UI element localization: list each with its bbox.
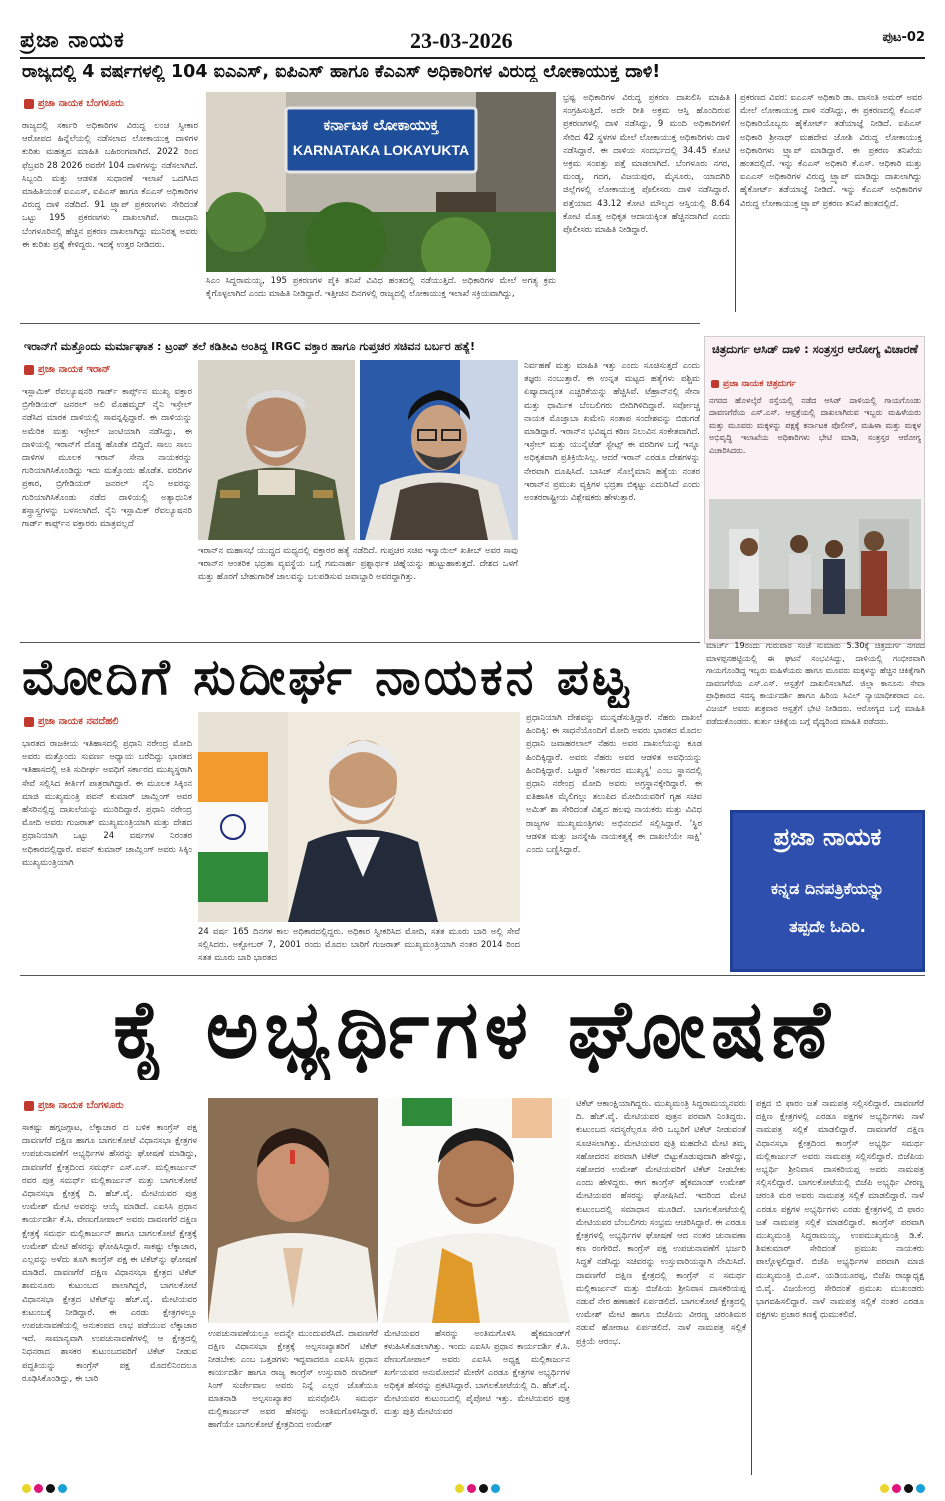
- intelligence-minister-photo: [360, 360, 518, 540]
- story2-headline: ಇರಾನ್‌ಗೆ ಮತ್ತೊಂದು ಮರ್ಮಾಘಾತ : ಟ್ರಂಪ್ ತಲೆ ಕಡಿತೀವಿ ಅಂತಿದ್ದ IRGC ವಕ್ತಾರ ಹಾಗೂ ಗುಪ್ತಚರ ಸಚಿವನ ಬರ್ಬರ ಹತ್ಯೆ!: [24, 340, 475, 353]
- story1-col1: ರಾಜ್ಯದಲ್ಲಿ ಸರ್ಕಾರಿ ಅಧಿಕಾರಿಗಳ ವಿರುದ್ಧ ಲಂಚ ಸ್ವೀಕಾರ ಆರೋಪದ ಹಿನ್ನೆಲೆಯಲ್ಲಿ ನಡೆಸಲಾದ ಲೋಕಾಯುಕ್ತ ದಾಳಿಗಳ ಕುರಿತು ಮಹತ್ವದ ಮಾಹಿತಿ ಬಹಿರಂಗವಾಗಿದೆ. 2022 ರಿಂದ ಫೆಬ್ರವರಿ 28 2026 ರವರೆಗೆ 104 ದಾಳಿಗಳನ್ನು ನಡೆಸಲಾಗಿದೆ. ಸಿಬ್ಬಂದಿ ಮತ್ತು ಆಡಳಿತ ಸುಧಾರಣೆ ಇಲಾಖೆ ಒದಗಿಸಿದ ಮಾಹಿತಿಯಂತೆ ಐಎಎಸ್, ಐಪಿಎಸ್ ಹಾಗೂ ಕೆಎಎಸ್ ಅಧಿಕಾರಿಗಳ ವಿರುದ್ಧ ದಾಳಿ ನಡೆದಿದೆ. 91 ಟ್ರ್ಯಾಪ್ ಪ್ರಕರಣಗಳು ಸೇರಿದಂತೆ ಒಟ್ಟು 195 ಪ್ರಕರಣಗಳು ದಾಖಲಾಗಿವೆ. ರಾಜಧಾನಿ ಬೆಂಗಳೂರಿನಲ್ಲಿ ಹೆಚ್ಚಿನ ಪ್ರಕರಣ ದಾಖಲಾಗಿದ್ದು ಮುನಿರತ್ನ ಅವರು ಈ ಕುರಿತು ಪ್ರಶ್ನೆ ಕೇಳಿದ್ದರು. ಇದಕ್ಕೆ ಉತ್ತರ ನೀಡಿದರು.: [22, 121, 198, 250]
- praja-nayaka-ad: [730, 810, 925, 972]
- modi-portrait-illustration: [198, 712, 520, 922]
- sidebar-chitradurga: [704, 336, 925, 644]
- sidebar1-text: ನಗರದ ಹೊಳಲ್ಕೆರೆ ರಸ್ತೆಯಲ್ಲಿ ನಡೆದ ಆಸಿಡ್ ದಾಳಿಯಲ್ಲಿ ಗಾಯಗೊಂಡು ದಾವಣಗೆರೆಯ ಎಸ್.ಎಸ್. ಆಸ್ಪತ್ರೆಯಲ್ಲಿ ದಾಖಲಾಗಿರುವ ಇಬ್ಬರು ಮಹಿಳೆಯರು ಮತ್ತು ಮೂವರು ಮಕ್ಕಳನ್ನು ಪಕ್ಷಕ್ಕೆ ಕರ್ನಾಟಕ ಪೊಲೀಸ್, ಮಹಿಳಾ ಮತ್ತು ಮಕ್ಕಳ ಅಭಿವೃದ್ಧಿ ಇಲಾಖೆಯ ಅಧಿಕಾರಿಗಳು ಭೇಟಿ ಮಾಡಿ, ಸಂತ್ರಸ್ತರ ಆರೋಗ್ಯ ವಿಚಾರಿಸಿದರು.: [709, 396, 921, 455]
- story1-photo-caption: ಸಿಎಂ ಸಿದ್ದರಾಮಯ್ಯ, 195 ಪ್ರಕರಣಗಳ ಪೈಕಿ ತನಿಖೆ ವಿವಿಧ ಹಂತದಲ್ಲಿ ನಡೆಯುತ್ತಿದೆ. ಅಧಿಕಾರಿಗಳ ಮೇಲೆ ಅಗತ್ಯ ಕ್ರಮ ಕೈಗೊಳ್ಳಲಾಗಿದೆ ಎಂದು ಮಾಹಿತಿ ನೀಡಿದ್ದಾರೆ. ಇತ್ತೀಚಿನ ದಿನಗಳಲ್ಲಿ ರಾಜ್ಯದಲ್ಲಿ ಲೋಕಾಯುಕ್ತ ಇಲಾಖೆ ಸಕ್ರಿಯವಾಗಿದ್ದು,: [206, 276, 556, 299]
- cleric-portrait-illustration: [360, 360, 518, 540]
- story4-col4: ಟಿಕೆಟ್ ಆಕಾಂಕ್ಷಿಯಾಗಿದ್ದರು. ಮುಖ್ಯಮಂತ್ರಿ ಸಿದ್ದರಾಮಯ್ಯನವರು ದಿ. ಹೆಚ್.ವೈ. ಮೇಟಿಯವರ ಪುತ್ರನ ಪರವಾಗಿ ನಿಂತಿದ್ದರು. ಕುಟುಂಬದ ಸದಸ್ಯರೆಲ್ಲರೂ ಸೇರಿ ಒಬ್ಬರಿಗೆ ಟಿಕೆಟ್ ನೀಡುವಂತೆ ಸೂಚಿಸಲಾಗಿತ್ತು. ಮೇಟಿಯವರ ಪುತ್ರಿ ಮಹದೇವಿ ಮೇಟಿ ತಮ್ಮ ಸಹೋದರನ ಪರವಾಗಿ ಟಿಕೆಟ್ ಬಿಟ್ಟುಕೊಡುವುದಾಗಿ ಹೇಳಿದ್ದು, ಸಹೋದರ ಉಮೇಶ್ ಮೇಟಿಯವರಿಗೆ ಟಿಕೆಟ್ ನೀಡಬೇಕು ಎಂದು ಹೇಳಿದ್ದರು. ಈಗ ಕಾಂಗ್ರೆಸ್ ಹೈಕಮಾಂಡ್ ಉಮೇಶ್ ಮೇಟಿಯವರ ಹೆಸರನ್ನು ಘೋಷಿಸಿದೆ. ಇದರಿಂದ ಮೇಟಿ ಕುಟುಂಬದಲ್ಲಿ ಸಮಾಧಾನ ಮೂಡಿದೆ. ಬಾಗಲಕೋಟೆಯಲ್ಲಿ ಮೇಟಿಯವರ ಬೆಂಬಲಿಗರು ಸಂಭ್ರಮ ಆಚರಿಸಿದ್ದಾರೆ. ಈ ಎರಡೂ ಕ್ಷೇತ್ರಗಳಲ್ಲಿ ಅಭ್ಯರ್ಥಿಗಳ ಘೋಷಣೆ ಆದ ನಂತರ ಚುನಾವಣಾ ಕಣ ರಂಗೇರಿದೆ. ಕಾಂಗ್ರೆಸ್ ಪಕ್ಷ ಉಪಚುನಾವಣೆಗೆ ಭರ್ಜರಿ ಸಿದ್ಧತೆ ನಡೆಸಿದ್ದು ಸಚಿವರನ್ನು ಉಸ್ತುವಾರಿಯನ್ನಾಗಿ ನೇಮಿಸಿದೆ. ದಾವಣಗೆರೆ ದಕ್ಷಿಣ ಕ್ಷೇತ್ರದಲ್ಲಿ ಕಾಂಗ್ರೆಸ್ ನ ಸಮರ್ಥ ಮಲ್ಲಿಕಾರ್ಜುನ್ ಮತ್ತು ಬಿಜೆಪಿಯ ಶ್ರೀನಿವಾಸ ದಾಸಕರಿಯಪ್ಪ ನಡುವೆ ನೇರ ಹಣಾಹಣಿ ಏರ್ಪಡಲಿದೆ. ಬಾಗಲಕೋಟೆ ಕ್ಷೇತ್ರದಲ್ಲಿ ಉಮೇಶ್ ಮೇಟಿ ಹಾಗೂ ಬಿಜೆಪಿಯ ವೀರಣ್ಣ ಚರಂತಿಮಠ ನಡುವೆ ಹೋರಾಟ ಏರ್ಪಡಲಿದೆ. ನಾಳೆ ನಾಮಪತ್ರ ಸಲ್ಲಿಕೆ ಪ್ರಕ್ರಿಯೆ ಆರಂಭ.: [576, 1099, 746, 1347]
- story2-byline-text: ಪ್ರಜಾ ನಾಯಕ ಇರಾನ್: [38, 364, 111, 375]
- story1-col-divider: [735, 94, 736, 312]
- sidebar1-headline: ಚಿತ್ರದುರ್ಗ ಆಸಿಡ್ ದಾಳಿ : ಸಂತ್ರಸ್ತರ ಆರೋಗ್ಯ ವಿಚಾರಣೆ: [711, 342, 919, 356]
- story4-caption-left: ಉಪಚುನಾವಣೆಯಲ್ಲೂ ಅದನ್ನೇ ಮುಂದುವರೆಸಿದೆ. ದಾವಣಗೆರೆ ದಕ್ಷಿಣ ವಿಧಾನಸಭಾ ಕ್ಷೇತ್ರಕ್ಕೆ ಅಲ್ಪಸಂಖ್ಯಾತರಿಗೆ ಟಿಕೆಟ್ ನೀಡಬೇಕು ಎಂಬ ಒತ್ತಡಗಳು ಇದ್ದವಾದರೂ ಎಐಸಿಸಿ ಪ್ರಧಾನ ಕಾರ್ಯದರ್ಶಿ ಹಾಗೂ ರಾಜ್ಯ ಕಾಂಗ್ರೆಸ್ ಉಸ್ತುವಾರಿ ರಣದೀಪ್ ಸಿಂಗ್ ಸುರ್ಜೇವಾಲ ಅವರು ನಿನ್ನೆ ಎಲ್ಲರ ಜೊತೆಯೂ ಮಾತನಾಡಿ ಅಲ್ಪಸಂಖ್ಯಾತರ ಮನವೊಲಿಸಿ ಸಮರ್ಥ ಮಲ್ಲಿಕಾರ್ಜುನ್ ಅವರ ಹೆಸರನ್ನು ಅಂತಿಮಗೊಳಿಸಿದ್ದಾರೆ. ಹಾಗೆಯೇ ಬಾಗಲಕೋಟೆ ಕ್ಷೇತ್ರದಿಂದ ಉಮೇಶ್: [208, 1329, 378, 1430]
- story3-col1: ಭಾರತದ ರಾಜಕೀಯ ಇತಿಹಾಸದಲ್ಲಿ ಪ್ರಧಾನಿ ನರೇಂದ್ರ ಮೋದಿ ಅವರು ಮತ್ತೊಂದು ಸುವರ್ಣ ಅಧ್ಯಾಯ ಬರೆದಿದ್ದು ಭಾರತದ ಇತಿಹಾಸದಲ್ಲಿ ಅತಿ ಸುದೀರ್ಘ ಅವಧಿಗೆ ಸರ್ಕಾರದ ಮುಖ್ಯಸ್ಥರಾಗಿ ಸೇವೆ ಸಲ್ಲಿಸಿದ ಕೀರ್ತಿಗೆ ಪಾತ್ರರಾಗಿದ್ದಾರೆ. ಈ ಮೂಲಕ ಸಿಕ್ಕಿಂನ ಮಾಜಿ ಮುಖ್ಯಮಂತ್ರಿ ಪವನ್ ಕುಮಾರ್ ಚಾಮ್ಲಿಂಗ್ ಅವರ ಹೆಸರಿನಲ್ಲಿದ್ದ ದಾಖಲೆಯನ್ನು ಮುರಿದಿದ್ದಾರೆ. ಪ್ರಧಾನಿ ನರೇಂದ್ರ ಮೋದಿ ಅವರು ಗುಜರಾತ್ ಮುಖ್ಯಮಂತ್ರಿಯಾಗಿ ಮತ್ತು ದೇಶದ ಪ್ರಧಾನಿಯಾಗಿ ಒಟ್ಟು 24 ವರ್ಷಗಳ ನಿರಂತರ ಅಧಿಕಾರದಲ್ಲಿದ್ದಾರೆ. ಪವನ್ ಕುಮಾರ್ ಚಾಮ್ಲಿಂಗ್ ಅವರು ಸಿಕ್ಕಿಂ ಮುಖ್ಯಮಂತ್ರಿಯಾಗಿ: [22, 739, 192, 868]
- ad-line2: ತಪ್ಪದೇ ಓದಿರಿ.: [789, 917, 866, 936]
- story4-col1: ಸಾಕಷ್ಟು ಹಗ್ಗಜಗ್ಗಾಟ, ಲೆಕ್ಕಾಚಾರ ದ ಬಳಿಕ ಕಾಂಗ್ರೆಸ್ ಪಕ್ಷ ದಾವಣಗೆರೆ ದಕ್ಷಿಣ ಹಾಗೂ ಬಾಗಲಕೋಟೆ ವಿಧಾನಸಭಾ ಕ್ಷೇತ್ರಗಳ ಉಪಚುನಾವಣೆಗೆ ಅಭ್ಯರ್ಥಿಗಳ ಹೆಸರನ್ನು ಘೋಷಣೆ ಮಾಡಿದ್ದು, ದಾವಣಗೆರೆ ಕ್ಷೇತ್ರದಿಂದ ಸಮರ್ಥ್ ಎಸ್.ಎಸ್. ಮಲ್ಲಿಕಾರ್ಜುನ್ ರವರ ಪುತ್ರ ಸಮರ್ಥ್ ಮಲ್ಲಿಕಾರ್ಜುನ್ ಮತ್ತು ಬಾಗಲಕೋಟೆ ವಿಧಾನಸಭಾ ಕ್ಷೇತ್ರಕ್ಕೆ ದಿ. ಹೆಚ್.ವೈ. ಮೇಟಿಯವರ ಪುತ್ರ ಉಮೇಶ್ ಮೇಟಿ ಅವರನ್ನು ಆಯ್ಕೆ ಮಾಡಿದೆ. ಎಐಸಿಸಿ ಪ್ರಧಾನ ಕಾರ್ಯದರ್ಶಿ ಕೆ.ಸಿ. ವೇಣುಗೋಪಾಲ್ ಅವರು ದಾವಣಗೆರೆ ದಕ್ಷಿಣ ಕ್ಷೇತ್ರಕ್ಕೆ ಸಮರ್ಥ ಮಲ್ಲಿಕಾರ್ಜುನ್ ಹಾಗೂ ಬಾಗಲಕೋಟೆ ಕ್ಷೇತ್ರಕ್ಕೆ ಉಮೇಶ್ ಮೇಟಿ ಹೆಸರನ್ನು ಘೋಷಿಸಿದ್ದಾರೆ. ಸಾಕಷ್ಟು ಲೆಕ್ಕಾಚಾರ, ಎಲ್ಲವನ್ನು ಅಳೆದು ತೂಗಿ ಕಾಂಗ್ರೆಸ್ ಪಕ್ಷ ಈ ಟಿಕೆಟ್‌ನ್ನು ಘೋಷಣೆ ಮಾಡಿದೆ. ದಾವಣಗೆರೆ ದಕ್ಷಿಣ ವಿಧಾನಸಭಾ ಕ್ಷೇತ್ರದ ಟಿಕೆಟ್ ಶಾಮನೂರು ಕುಟುಂಬದ ಪಾಲಾಗಿದ್ದರೆ, ಬಾಗಲಕೋಟೆ ವಿಧಾನಸಭಾ ಕ್ಷೇತ್ರದ ಟಿಕೆಟ್‌ನ್ನು ಹೆಚ್.ವೈ. ಮೇಟಿಯವರ ಕುಟುಂಬಕ್ಕೆ ನೀಡಿದ್ದಾರೆ. ಈ ಎರಡು ಕ್ಷೇತ್ರಗಳಲ್ಲೂ ಉಪಚುನಾವಣೆಯಲ್ಲಿ ಅನುಕಂಪದ ಲಾಭ ಪಡೆಯುವ ಲೆಕ್ಕಾಚಾರ ಇದೆ. ಸಾಮಾನ್ಯವಾಗಿ ಉಪಚುನಾವಣೆಗಳಲ್ಲಿ ಆ ಕ್ಷೇತ್ರದಲ್ಲಿ ನಿಧನರಾದ ಶಾಸಕರ ಕುಟುಂಬದವರಿಗೆ ಟಿಕೆಟ್ ನೀಡುವ ಪದ್ಧತಿಯನ್ನು ಕಾಂಗ್ರೆಸ್ ಪಕ್ಷ ಮೊದಲಿನಿಂದಲೂ ರೂಢಿಸಿಕೊಂಡಿದ್ದು, ಈ ಬಾರಿ: [22, 1123, 197, 1384]
- story1-col4: ಪ್ರಕರಣದ ವಿವರ: ಐಎಎಸ್ ಅಧಿಕಾರಿ ಡಾ. ವಾಸಂತಿ ಅಮರ್ ಅವರ ಮೇಲೆ ಲೋಕಾಯುಕ್ತ ದಾಳಿ ನಡೆಸಿದ್ದು, ಈ ಪ್ರಕರಣದಲ್ಲಿ ಕೆಎಎಸ್ ಅಧಿಕಾರಿಯೊಬ್ಬರು ಹೈಕೋರ್ಟ್ ತಡೆಯಾಜ್ಞೆ ನೀಡಿದೆ. ಐಪಿಎಸ್ ಅಧಿಕಾರಿ ಶ್ರೀನಾಥ್ ಮಹದೇವ ಜೋಶಿ ವಿರುದ್ಧ ಲೋಕಾಯುಕ್ತ ಅಧಿಕಾರಿಗಳು ಟ್ರ್ಯಾಪ್ ಮಾಡಿದ್ದಾರೆ. ಈ ಪ್ರಕರಣ ತನಿಖೆಯ ಹಂತದಲ್ಲಿದೆ. ಇನ್ನು ಕೆಎಎಸ್ ಅಧಿಕಾರಿ ಕೆ.ಎಸ್. ಆಧಿಕಾರಿ ಮತ್ತು ಐಎಎಸ್ ಅಧಿಕಾರಿಗಳ ವಿರುದ್ಧ ಟ್ರ್ಯಾಪ್ ಮಾಡಿದ್ದು ದಾಖಲಾಗಿದ್ದು ಹೈಕೋರ್ಟ್ ತಡೆಯಾಜ್ಞೆ ನೀಡಿದೆ. ಇನ್ನು ಕೆಎಎಸ್ ಅಧಿಕಾರಿಗಳ ವಿರುದ್ಧ ಲೋಕಾಯುಕ್ತ ಟ್ರ್ಯಾಪ್ ಪ್ರಕರಣ ತನಿಖೆ ಹಂತದಲ್ಲಿದೆ.: [740, 93, 922, 209]
- story4-byline-text: ಪ್ರಜಾ ನಾಯಕ ಬೆಂಗಳೂರು: [38, 1100, 124, 1111]
- story1-col3: ಭ್ರಷ್ಟ ಅಧಿಕಾರಿಗಳ ವಿರುದ್ಧ ಪ್ರಕರಣ ದಾಖಲಿಸಿ ಮಾಹಿತಿ ಸಂಗ್ರಹಿಸುತ್ತಿದೆ. ಅದೇ ರೀತಿ ಅಕ್ರಮ ಆಸ್ತಿ ಹೊಂದಿರುವ ಪ್ರಕರಣಗಳಲ್ಲಿ ದಾಳಿ ನಡೆಸಿದ್ದು, 9 ಮಂದಿ ಅಧಿಕಾರಿಗಳಿಗೆ ಸೇರಿದ 42 ಸ್ಥಳಗಳ ಮೇಲೆ ಲೋಕಾಯುಕ್ತ ಅಧಿಕಾರಿಗಳು ದಾಳಿ ನಡೆಸಿದ್ದಾರೆ. ಈ ದಾಳಿಯ ಸಂದರ್ಭದಲ್ಲಿ 34.45 ಕೋಟಿ ಅಕ್ರಮ ಸಂಪತ್ತು ಪತ್ತೆ ಮಾಡಲಾಗಿದೆ. ಬೆಂಗಳೂರು ನಗರ, ಮಂಡ್ಯ, ಗದಗ, ವಿಜಯಪುರ, ಮೈಸೂರು, ಯಾದಗಿರಿ ಜಿಲ್ಲೆಗಳಲ್ಲಿ ಲೋಕಾಯುಕ್ತ ಪೊಲೀಸರು ದಾಳಿ ನಡೆಸಿದ್ದಾರೆ. ಪತ್ತೆಯಾದ 43.12 ಕೋಟಿ ಮೌಲ್ಯದ ಆಸ್ತಿಯಲ್ಲಿ 8.64 ಕೋಟಿ ಮೊತ್ತ ಅಧಿಕೃತ ಆದಾಯಕ್ಕಿಂತ ಹೆಚ್ಚಿನದಾಗಿದೆ ಎಂದು ಪೊಲೀಸರು ಮಾಹಿತಿ ನೀಡಿದ್ದಾರೆ.: [563, 93, 730, 236]
- story1-byline: [24, 98, 124, 109]
- byline-marker-icon: [24, 99, 34, 109]
- story2-photo-caption: ಇರಾನ್‌ನ ಮಹಾಸಭೆ ಯುದ್ಧದ ಮಧ್ಯದಲ್ಲಿ ವಕ್ತಾರರ ಹತ್ಯೆ ನಡೆದಿದೆ. ಗುಪ್ತಚರ ಸಚಿವ ಇಸ್ಮಾಯಿಲ್ ಖತೀಬ್ ಅವರ ಸಾವು ಇರಾನ್‌ನ ಆಂತರಿಕ ಭದ್ರತಾ ವ್ಯವಸ್ಥೆಯ ಬಗ್ಗೆ ಗಮನಾರ್ಹ ಪ್ರಶ್ನಾರ್ಥಕ ಚಿಹ್ನೆಯನ್ನು ಹುಟ್ಟುಹಾಕುತ್ತದೆ. ದೇಶದ ಒಳಗೆ ಮತ್ತು ಹೊರಗೆ ಬೇಹುಗಾರಿಕೆ ಜಾಲವನ್ನು ಬಲಪಡಿಸುವ ಜವಾಬ್ದಾರಿ ಅವರದ್ದಾಗಿತ್ತು.: [198, 546, 518, 582]
- ad-paper-name: ಪ್ರಜಾ ನಾಯಕ: [773, 823, 882, 851]
- masthead-rule: [20, 57, 925, 59]
- sign-kannada: ಕರ್ನಾಟಕ ಲೋಕಾಯುಕ್ತ: [323, 116, 439, 134]
- story4-col-divider: [751, 1100, 752, 1475]
- story3-byline-text: ಪ್ರಜಾ ನಾಯಕ ನವದೆಹಲಿ: [38, 716, 119, 727]
- story2-rule: [20, 642, 700, 643]
- sidebar1-byline: [711, 379, 796, 389]
- modi-photo: [198, 712, 520, 922]
- registration-marks-right: [880, 1484, 925, 1493]
- paper-name: ಪ್ರಜಾ ನಾಯಕ: [20, 28, 125, 53]
- story4-col5: ಪಕ್ಷದ ಬಿ ಫಾರಂ ಜತೆ ನಾಮಪತ್ರ ಸಲ್ಲಿಸಲಿದ್ದಾರೆ. ದಾವಣಗೆರೆ ದಕ್ಷಿಣ ಕ್ಷೇತ್ರಗಳಲ್ಲಿ ಎರಡೂ ಪಕ್ಷಗಳ ಅಭ್ಯರ್ಥಿಗಳು ನಾಳೆ ನಾಮಪತ್ರ ಸಲ್ಲಿಕೆ ಮಾಡಲಿದ್ದಾರೆ. ದಾವಣಗೆರೆ ದಕ್ಷಿಣ ವಿಧಾನಸಭಾ ಕ್ಷೇತ್ರದಿಂದ ಕಾಂಗ್ರೆಸ್ ಅಭ್ಯರ್ಥಿ ಸಮರ್ಥ ಮಲ್ಲಿಕಾರ್ಜುನ್ ಅವರು ನಾಮಪತ್ರ ಸಲ್ಲಿಸಲಿದ್ದಾರೆ. ಬಿಜೆಪಿಯ ಅಭ್ಯರ್ಥಿ ಶ್ರೀನಿವಾಸ ದಾಸಕರಿಯಪ್ಪ ಅವರು ನಾಮಪತ್ರ ಸಲ್ಲಿಸಲಿದ್ದಾರೆ. ಬಾಗಲಕೋಟೆಯಲ್ಲಿ ಬಿಜೆಪಿ ಅಭ್ಯರ್ಥಿ ವೀರಣ್ಣ ಚರಂತಿ ಮಠ ಅವರು ನಾಮಪತ್ರ ಸಲ್ಲಿಕೆ ಮಾಡಲಿದ್ದಾರೆ. ನಾಳೆ ಎರಡೂ ಪಕ್ಷಗಳ ಅಭ್ಯರ್ಥಿಗಳು ಎರಡು ಕ್ಷೇತ್ರಗಳಲ್ಲಿ ಬಿ ಫಾರಂ ಜತೆ ನಾಮಪತ್ರ ಸಲ್ಲಿಕೆ ಮಾಡಲಿದ್ದಾರೆ. ಕಾಂಗ್ರೆಸ್ ಪರವಾಗಿ ಮುಖ್ಯಮಂತ್ರಿ ಸಿದ್ದರಾಮಯ್ಯ, ಉಪಮುಖ್ಯಮಂತ್ರಿ ಡಿ.ಕೆ. ಶಿವಕುಮಾರ್ ಸೇರಿದಂತೆ ಪ್ರಮುಖ ನಾಯಕರು ಪಾಲ್ಗೊಳ್ಳಲಿದ್ದಾರೆ. ಬಿಜೆಪಿ ಅಭ್ಯರ್ಥಿಗಳ ಪರವಾಗಿ ಮಾಜಿ ಮುಖ್ಯಮಂತ್ರಿ ಬಿ.ಎಸ್. ಯಡಿಯೂರಪ್ಪ, ಬಿಜೆಪಿ ರಾಜ್ಯಾಧ್ಯಕ್ಷ ಬಿ.ವೈ. ವಿಜಯೇಂದ್ರ ಸೇರಿದಂತೆ ಪ್ರಮುಖ ಮುಖಂಡರು ಭಾಗವಹಿಸಲಿದ್ದಾರೆ. ನಾಳೆ ನಾಮಪತ್ರ ಸಲ್ಲಿಕೆ ನಂತರ ಎರಡೂ ಪಕ್ಷಗಳು ಪ್ರಚಾರ ಕಣಕ್ಕೆ ಧುಮುಕಲಿವೆ.: [756, 1099, 924, 1321]
- irgc-spokesperson-photo: [198, 360, 355, 540]
- lokayukta-photo: [206, 92, 556, 272]
- issue-date: 23-03-2026: [410, 28, 513, 53]
- registration-marks-center: [455, 1484, 500, 1493]
- story2-col3: ನಿರ್ವಹಣೆ ಮತ್ತು ಮಾಹಿತಿ ಇತ್ತು ಎಂದು ಸೂಚಿಸುತ್ತದೆ ಎಂದು ತಜ್ಞರು ನಂಬುತ್ತಾರೆ. ಈ ಉನ್ನತ ಮಟ್ಟದ ಹತ್ಯೆಗಳು ಪಶ್ಚಿಮ ಏಷ್ಯಾದಾದ್ಯಂತ ಎಚ್ಚರಿಕೆಯನ್ನು ಹೆಚ್ಚಿಸಿವೆ. ಟೆಹ್ರಾನ್‌ನಲ್ಲಿ ಸೇನಾ ಮತ್ತು ಧಾರ್ಮಿಕ ಬೆಂಬಲಿಗರು ಬೀದಿಗಿಳಿದಿದ್ದಾರೆ. ಸರ್ವೋಚ್ಚ ನಾಯಕ ಮೊಜ್ತಾಬಾ ಖಮೇನಿ ಸಂತಾಪ ಸಂದೇಶವನ್ನು ಬಿಡುಗಡೆ ಮಾಡಿದ್ದಾರೆ. ಇರಾನ್‌ನ ಭವಿಷ್ಯದ ಕಠಿಣ ನಿಲುವಿನ ಸಂಕೇತವಾಗಿದೆ. ಇಸ್ರೇಲ್ ಮತ್ತು ಯುನೈಟೆಡ್ ಸ್ಟೇಟ್ಸ್ ಈ ವರದಿಗಳ ಬಗ್ಗೆ ಇನ್ನೂ ಅಧಿಕೃತವಾಗಿ ಪ್ರತಿಕ್ರಿಯಿಸಿಲ್ಲ. ಆದರೆ ಇರಾನ್ ಎರಡೂ ದೇಶಗಳನ್ನು ನೇರವಾಗಿ ದೂಷಿಸಿದೆ. ಬಾಸಿಜ್ ಸೊಲೈಮಾನಿ ಹತ್ಯೆಯ ನಂತರ ಇರಾನ್‌ನ ಪ್ರಮುಖ ವ್ಯಕ್ತಿಗಳ ಭದ್ರತಾ ಬಿಕ್ಕಟ್ಟು ಎದುರಿಸಿದೆ ಎಂದು ಅಂತರರಾಷ್ಟ್ರೀಯ ವಿಶ್ಲೇಷಕರು ಹೇಳುತ್ತಾರೆ.: [524, 361, 700, 504]
- sidebar1-text-continued: ಮಾರ್ಚ್ 19ರಂದು ಗುರುವಾರ ಸಂಜೆ ಸುಮಾರು 5.30ಕ್ಕೆ ಚಿತ್ರದುರ್ಗ ನಗರದ ಮಾಳಪ್ಪನಹಟ್ಟಿಯಲ್ಲಿ ಈ ಘಟನೆ ಸಂಭವಿಸಿದ್ದು, ದಾಳಿಯಲ್ಲಿ ಗಂಭೀರವಾಗಿ ಗಾಯಗೊಂಡಿದ್ದ ಇಬ್ಬರು ಮಹಿಳೆಯರು ಹಾಗೂ ಮೂವರು ಮಕ್ಕಳನ್ನು ಹೆಚ್ಚಿನ ಚಿಕಿತ್ಸೆಗಾಗಿ ದಾವಣಗೆರೆಯ ಎಸ್.ಎಸ್. ಆಸ್ಪತ್ರೆಗೆ ದಾಖಲಿಸಲಾಗಿದೆ. ಜಿಲ್ಲಾ ಕಾನೂನು ಸೇವಾ ಪ್ರಾಧಿಕಾರದ ಸದಸ್ಯ ಕಾರ್ಯದರ್ಶಿ ಹಾಗೂ ಹಿರಿಯ ಸಿವಿಲ್ ನ್ಯಾಯಾಧೀಶರಾದ ಎಂ. ವಿಜಯ್ ಅವರು ಶುಕ್ರವಾರ ಆಸ್ಪತ್ರೆಗೆ ಭೇಟಿ ನೀಡಿದರು. ಆರೋಗ್ಯದ ಬಗ್ಗೆ ಮಾಹಿತಿ ಪಡೆದುಕೊಂಡರು. ತುರ್ತು ಚಿಕಿತ್ಸೆಯ ಬಗ್ಗೆ ವೈದ್ಯರಿಂದ ಮಾಹಿತಿ ಪಡೆದರು.: [706, 641, 925, 726]
- sign-english: KARNATAKA LOKAYUKTA: [292, 142, 470, 158]
- story3-rule: [20, 975, 925, 976]
- registration-marks-left: [22, 1484, 67, 1493]
- samarth-photo: [208, 1098, 378, 1323]
- story1-rule: [20, 323, 700, 324]
- story4-caption-right: ಮೇಟಿಯವರ ಹೆಸರನ್ನು ಅಂತಿಮಗೊಳಿಸಿ ಹೈಕಮಾಂಡ್‌ಗೆ ಕಳುಹಿಸಿಕೊಡಲಾಗಿತ್ತು. ಇಂದು ಎಐಸಿಸಿ ಪ್ರಧಾನ ಕಾರ್ಯದರ್ಶಿ ಕೆ.ಸಿ. ವೇಣುಗೋಪಾಲ್ ಅವರು ಎಐಸಿಸಿ ಅಧ್ಯಕ್ಷ ಮಲ್ಲಿಕಾರ್ಜುನ ಖರ್ಗೆಯವರ ಅನುಮೋದನೆ ಮೇರೆಗೆ ಎರಡೂ ಕ್ಷೇತ್ರಗಳ ಅಭ್ಯರ್ಥಿಗಳ ಅಧಿಕೃತ ಹೆಸರನ್ನು ಪ್ರಕಟಿಸಿದ್ದಾರೆ. ಬಾಗಲಕೋಟೆಯಲ್ಲಿ ದಿ. ಹೆಚ್.ವೈ. ಮೇಟಿಯವರ ಕುಟುಂಬದಲ್ಲಿ ಪೈಪೋಟಿ ಇತ್ತು. ಮೇಟಿಯವರ ಪುತ್ರ ಮತ್ತು ಪುತ್ರಿ ಮೇಟಿಯವರ: [384, 1329, 570, 1417]
- story4-headline: ಕೈ ಅಭ್ಯರ್ಥಿಗಳ ಘೋಷಣೆ: [113, 983, 836, 1076]
- young-man-portrait-illustration: [208, 1098, 378, 1323]
- ad-line1: ಕನ್ನಡ ದಿನಪತ್ರಿಕೆಯನ್ನು: [770, 879, 885, 898]
- byline-marker-icon: [24, 717, 34, 727]
- story3-photo-caption: 24 ವರ್ಷ 165 ದಿನಗಳ ಕಾಲ ಅಧಿಕಾರದಲ್ಲಿದ್ದರು. ಅಧಿಕಾರ ಸ್ವೀಕರಿಸಿದ ಮೋದಿ, ಸತತ ಮೂರು ಬಾರಿ ಅಲ್ಲಿ ಸೇವೆ ಸಲ್ಲಿಸಿದರು. ಅಕ್ಟೋಬರ್ 7, 2001 ರಂದು ಮೊದಲ ಬಾರಿಗೆ ಗುಜರಾತ್ ಮುಖ್ಯಮಂತ್ರಿಯಾಗಿ ನಂತರ 2014 ರಿಂದ ಸತತ ಮೂರು ಬಾರಿ ಭಾರತದ: [198, 927, 520, 963]
- story2-byline: [24, 364, 110, 375]
- masthead: [20, 28, 925, 54]
- story1-byline-text: ಪ್ರಜಾ ನಾಯಕ ಬೆಂಗಳೂರು: [38, 98, 124, 109]
- umesh-meti-photo: [382, 1098, 570, 1323]
- byline-marker-icon: [24, 365, 34, 375]
- general-portrait-illustration: [198, 360, 355, 540]
- byline-marker-icon: [711, 380, 719, 388]
- story2-col1: ಇಸ್ಲಾಮಿಕ್ ರೆವಲ್ಯೂಷನರಿ ಗಾರ್ಡ್ ಕಾರ್ಪ್ಸ್‌ನ ಮುಖ್ಯ ವಕ್ತಾರ ಬ್ರಿಗೇಡಿಯರ್ ಜನರಲ್ ಅಲಿ ಮೊಹಮ್ಮದ್ ನೈನಿ ಇಸ್ರೇಲ್ ನಡೆಸಿದ ಮಾರಕ ದಾಳಿಯಲ್ಲಿ ಸಾವನ್ನಪ್ಪಿದ್ದಾರೆ. ಈ ದಾಳಿಯನ್ನು ಅಮೆರಿಕ ಮತ್ತು ಇಸ್ರೇಲ್ ಜಂಟಿಯಾಗಿ ನಡೆಸಿದ್ದು, ಈ ದಾಳಿಯಲ್ಲಿ ಇರಾನ್‌ಗೆ ದೊಡ್ಡ ಹೊಡೆತ ಬಿದ್ದಿದೆ. ಸಾಲು ಸಾಲು ದಾಳಿಗಳ ಮೂಲಕ ಇರಾನ್ ಸೇನಾ ನಾಯಕರನ್ನು ಗುರಿಯಾಗಿಸಿಕೊಂಡಿದ್ದು ಇದು ಮತ್ತೊಂದು ಹೊಡೆತ. ವರದಿಗಳ ಪ್ರಕಾರ, ಬ್ರಿಗೇಡಿಯರ್ ಜನರಲ್ ನೈನಿ ಅವರನ್ನು ಗುರಿಯಾಗಿಸಿಕೊಂಡು ನಡೆದ ದಾಳಿಯಲ್ಲಿ ಅತ್ಯಾಧುನಿಕ ಶಸ್ತ್ರಾಸ್ತ್ರಗಳನ್ನು ಬಳಸಲಾಗಿದೆ. ನೈನಿ ಇಸ್ಲಾಮಿಕ್ ರೆವಲ್ಯೂಷನರಿ ಗಾರ್ಡ್ ಕಾರ್ಪ್ಸ್‌ನ ವಕ್ತಾರರು ಮಾತ್ರವಲ್ಲದೆ: [22, 387, 192, 530]
- story1-headline: ರಾಜ್ಯದಲ್ಲಿ 4 ವರ್ಷಗಳಲ್ಲಿ 104 ಐಎಎಸ್, ಐಪಿಎಸ್ ಹಾಗೂ ಕೆಎಎಸ್ ಅಧಿಕಾರಿಗಳ ವಿರುದ್ಧ ಲೋಕಾಯುಕ್ತ ದಾಳಿ!: [22, 62, 661, 82]
- story3-byline: [24, 716, 119, 727]
- hospital-corridor-illustration: [709, 499, 921, 639]
- byline-marker-icon: [24, 1101, 34, 1111]
- story4-byline: [24, 1100, 124, 1111]
- politician-portrait-illustration: [382, 1098, 570, 1323]
- story3-col3: ಪ್ರಧಾನಿಯಾಗಿ ದೇಶವನ್ನು ಮುನ್ನಡೆಸುತ್ತಿದ್ದಾರೆ. ನೆಹರು ದಾಖಲೆ ಹಿಂದಿಕ್ಕಿ: ಈ ಸಾಧನೆಯೊಂದಿಗೆ ಮೋದಿ ಅವರು ಭಾರತದ ಮೊದಲ ಪ್ರಧಾನಿ ಜವಾಹರಲಾಲ್ ನೆಹರು ಅವರ ದಾಖಲೆಯನ್ನು ಕೂಡ ಹಿಂದಿಕ್ಕಿದ್ದಾರೆ. ಅವರು ನೆಹರು ಅವರ ಆಡಳಿತ ಅವಧಿಯನ್ನು ಹಿಂದಿಕ್ಕಿದ್ದಾರೆ. ಒಟ್ಟಾರೆ 'ಸರ್ಕಾರದ ಮುಖ್ಯಸ್ಥ' ಎಂಬ ಸ್ಥಾನದಲ್ಲಿ ಪ್ರಧಾನಿ ನರೇಂದ್ರ ಮೋದಿ ಅವರು ಅಗ್ರಸ್ಥಾನಕ್ಕೇರಿದ್ದಾರೆ. ಈ ಐತಿಹಾಸಿಕ ಮೈಲಿಗಲ್ಲು ತಲುಪಿದ ಮೋದಿಯವರಿಗೆ ಗೃಹ ಸಚಿವ ಅಮಿತ್ ಶಾ ಸೇರಿದಂತೆ ವಿಶ್ವದ ಹಲವು ನಾಯಕರು ಮತ್ತು ವಿವಿಧ ರಾಜ್ಯಗಳ ಮುಖ್ಯಮಂತ್ರಿಗಳು ಅಭಿನಂದನೆ ಸಲ್ಲಿಸಿದ್ದಾರೆ. 'ಸ್ಥಿರ ಆಡಳಿತ ಮತ್ತು ಜನಸ್ನೇಹಿ ನಾಯಕತ್ವಕ್ಕೆ ಈ ದಾಖಲೆಯೇ ಸಾಕ್ಷಿ' ಎಂದು ಬಣ್ಣಿಸಿದ್ದಾರೆ.: [526, 713, 702, 856]
- sidebar1-byline-text: ಪ್ರಜಾ ನಾಯಕ ಚಿತ್ರದುರ್ಗ: [723, 379, 796, 389]
- story3-headline: ಮೋದಿಗೆ ಸುದೀರ್ಘ ನಾಯಕನ ಪಟ್ಟ: [22, 648, 632, 706]
- hospital-visit-photo: [709, 499, 921, 639]
- page-number: ಪುಟ-02: [882, 30, 925, 45]
